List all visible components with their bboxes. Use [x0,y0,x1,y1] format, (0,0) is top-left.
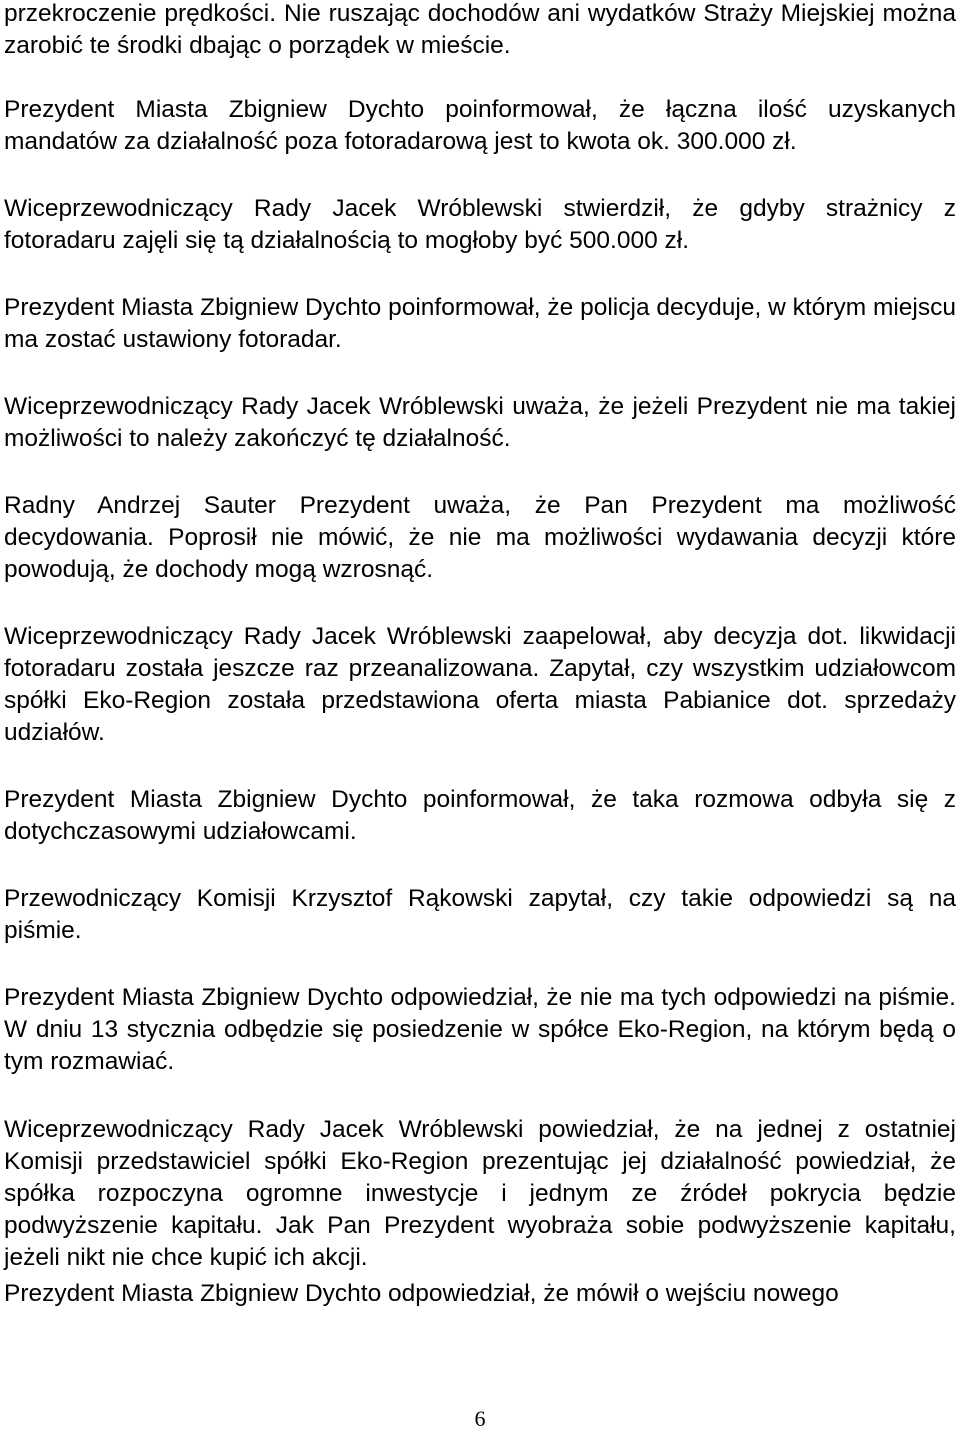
paragraph-8: Prezydent Miasta Zbigniew Dychto poinformował, że taka rozmowa odbyła się z dotychczasowymi udziałowcami. [4,786,956,845]
paragraph-11: Wiceprzewodniczący Rady Jacek Wróblewski powiedział, że na jednej z ostatniej Komisji przedstawiciel spółki Eko-Region prezentując jej działalność powiedział, że spółka rozpoczyna ogromne inwestycje i jednym ze źródeł pokrycia będzie podwyższenie kapitału. Jak Pan Prezydent wyobraża sobie podwyższenie kapitału, jeżeli nikt nie chce kupić ich akcji. [4,1116,956,1271]
paragraph-4: Prezydent Miasta Zbigniew Dychto poinformował, że policja decyduje, w którym miejscu ma zostać ustawiony fotoradar. [4,294,956,353]
paragraph-1: przekroczenie prędkości. Nie ruszając dochodów ani wydatków Straży Miejskiej można zarobić te środki dbając o porządek w mieście. [4,0,956,59]
paragraph-2: Prezydent Miasta Zbigniew Dychto poinformował, że łączna ilość uzyskanych mandatów za działalność poza fotoradarową jest to kwota ok. 300.000 zł. [4,96,956,155]
paragraph-6: Radny Andrzej Sauter Prezydent uważa, że Pan Prezydent ma możliwość decydowania. Poprosił nie mówić, że nie ma możliwości wydawania decyzji które powodują, że dochody mogą wzrosnąć. [4,492,956,583]
paragraph-3: Wiceprzewodniczący Rady Jacek Wróblewski stwierdził, że gdyby strażnicy z fotoradaru zajęli się tą działalnością to mogłoby być 500.000 zł. [4,195,956,254]
paragraph-12: Prezydent Miasta Zbigniew Dychto odpowiedział, że mówił o wejściu nowego [4,1280,839,1307]
page-number: 6 [474,1406,486,1431]
paragraph-5: Wiceprzewodniczący Rady Jacek Wróblewski uważa, że jeżeli Prezydent nie ma takiej możliwości to należy zakończyć tę działalność. [4,393,956,452]
paragraph-7: Wiceprzewodniczący Rady Jacek Wróblewski zaapelował, aby decyzja dot. likwidacji fotoradaru została jeszcze raz przeanalizowana. Zapytał, czy wszystkim udziałowcom spółki Eko-Region została przedstawiona oferta miasta Pabianice dot. sprzedaży udziałów. [4,623,956,746]
paragraph-10: Prezydent Miasta Zbigniew Dychto odpowiedział, że nie ma tych odpowiedzi na piśmie. W dniu 13 stycznia odbędzie się posiedzenie w spółce Eko-Region, na którym będą o tym rozmawiać. [4,984,956,1075]
paragraph-9: Przewodniczący Komisji Krzysztof Rąkowski zapytał, czy takie odpowiedzi są na piśmie. [4,885,956,944]
